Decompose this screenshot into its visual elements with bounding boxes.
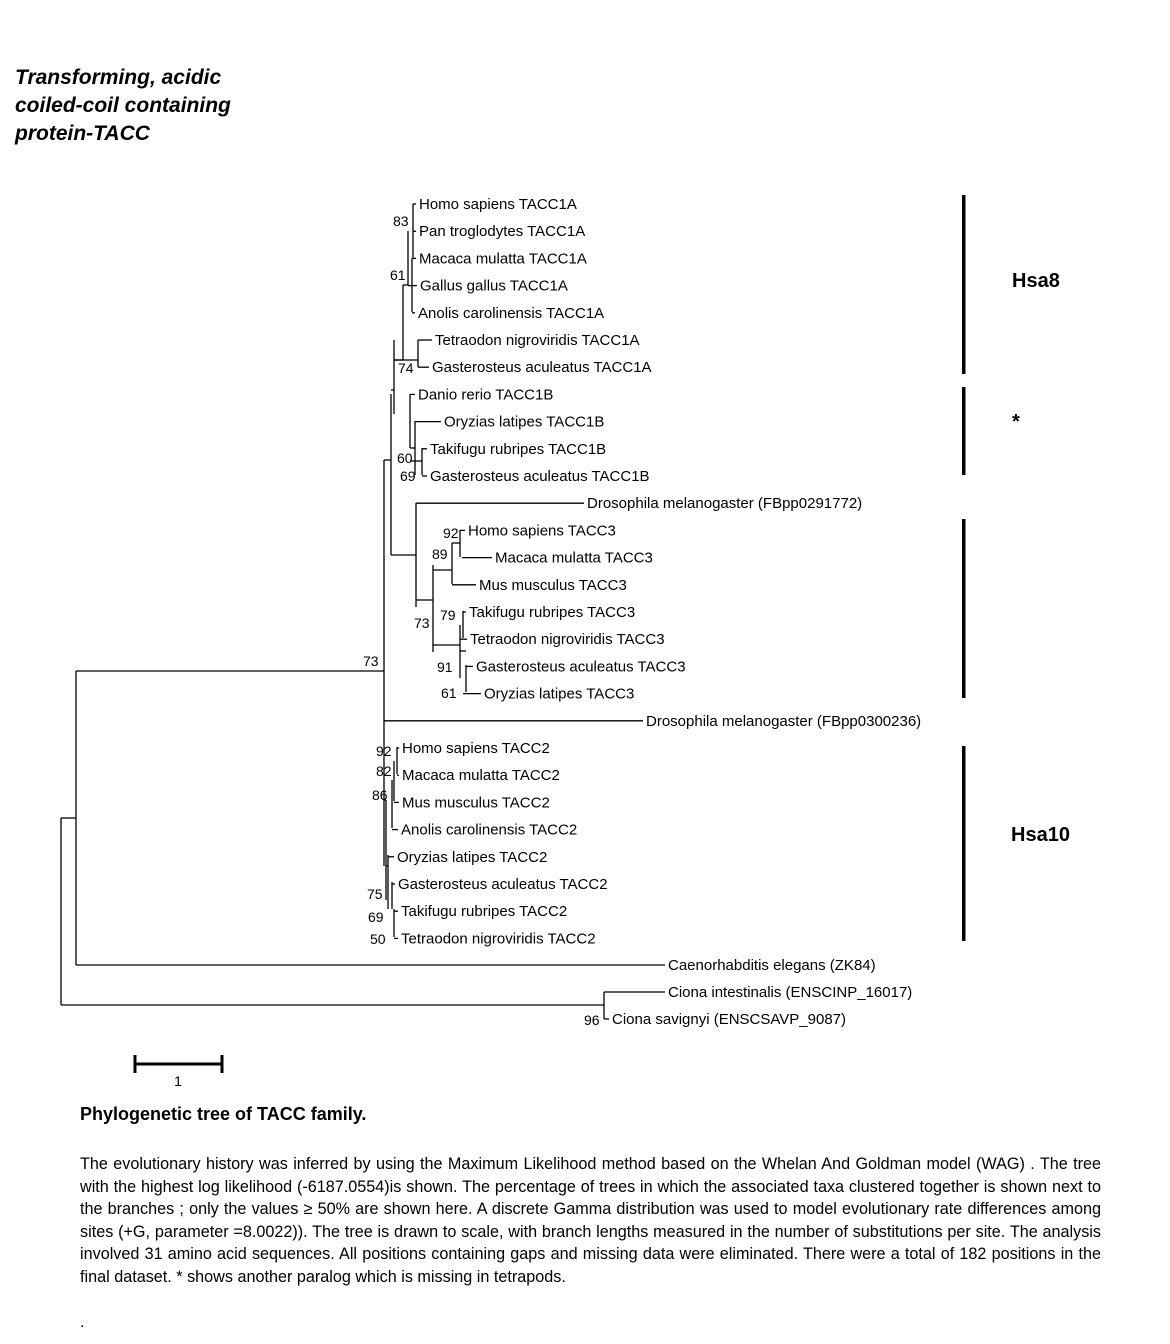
taxon-label: Macaca mulatta TACC2: [402, 767, 560, 785]
taxon-label: Gasterosteus aculeatus TACC3: [476, 658, 686, 676]
taxon-label: Tetraodon nigroviridis TACC1A: [435, 332, 640, 349]
support-value: 96: [584, 1012, 600, 1028]
support-value: 69: [368, 909, 384, 925]
group-label: *: [1012, 411, 1020, 433]
group-bar: [962, 746, 966, 941]
taxon-label: Anolis carolinensis TACC1A: [418, 304, 605, 322]
support-value: 73: [363, 653, 379, 669]
taxon-label: Tetraodon nigroviridis TACC2: [401, 930, 596, 948]
trailing-mark: .: [80, 1314, 85, 1331]
group-label: Hsa10: [1011, 824, 1070, 846]
taxon-label: Oryzias latipes TACC1B: [444, 413, 605, 431]
scale-bar: [135, 1055, 222, 1089]
taxon-label: Takifugu rubripes TACC3: [469, 604, 636, 621]
taxon-label: Anolis carolinensis TACC2: [401, 821, 578, 839]
support-value: 75: [367, 886, 383, 902]
taxon-label: Pan troglodytes TACC1A: [419, 223, 586, 241]
taxon-label: Oryzias latipes TACC2: [397, 848, 548, 866]
support-value: 61: [390, 267, 406, 283]
taxon-label: Takifugu rubripes TACC2: [401, 903, 568, 921]
support-value: 92: [376, 743, 392, 759]
taxon-label: Drosophila melanogaster (FBpp0291772): [587, 495, 863, 513]
taxon-label: Tetraodon nigroviridis TACC3: [470, 631, 665, 649]
group-bars: [962, 195, 1070, 941]
taxon-label: Gasterosteus aculeatus TACC1A: [432, 359, 652, 377]
taxon-label: Ciona savignyi (ENSCSAVP_9087): [612, 1011, 847, 1028]
taxon-label: Takifugu rubripes TACC1B: [430, 440, 607, 458]
figure-title-line: protein-TACC: [15, 122, 150, 145]
support-value: 69: [400, 468, 416, 484]
group-label: Hsa8: [1012, 270, 1060, 292]
taxon-label: Homo sapiens TACC2: [402, 740, 550, 757]
group-bar: [962, 387, 966, 475]
support-value: 92: [443, 525, 459, 541]
taxon-label: Gallus gallus TACC1A: [420, 277, 568, 295]
taxon-label: Drosophila melanogaster (FBpp0300236): [646, 712, 922, 730]
support-value: 60: [397, 450, 413, 466]
support-value: 50: [370, 931, 386, 947]
taxon-labels: [397, 196, 921, 1028]
taxon-label: Ciona intestinalis (ENSCINP_16017): [668, 984, 913, 1001]
scale-bar-label: 1: [174, 1073, 182, 1089]
support-value: 89: [432, 546, 448, 562]
taxon-label: Gasterosteus aculeatus TACC2: [398, 876, 608, 893]
taxon-label: Homo sapiens TACC3: [468, 522, 616, 540]
taxon-label: Gasterosteus aculeatus TACC1B: [430, 468, 650, 485]
group-bar: [962, 519, 966, 698]
taxon-label: Oryzias latipes TACC3: [484, 685, 635, 703]
taxon-label: Homo sapiens TACC1A: [419, 196, 577, 213]
caption-body: The evolutionary history was inferred by using the Maximum Likelihood method based on the Whelan And Goldman model (WAG) . The tree with the highest log likelihood (-6187.0554)is shown. The percentage of trees in which the associated taxa clustered together is shown next to the branches ; only the values ≥ 50% are shown here. A discrete Gamma distribution was used to model evolutionary rate differences among sites (+G, parameter =8.0022)). The tree is drawn to scale, with branch lengths measured in the number of substitutions per site. The analysis involved 31 amino acid sequences. All positions containing gaps and missing data were eliminated. There were a total of 182 positions in the final dataset. * shows another paralog which is missing in tetrapods.: [80, 1155, 1101, 1286]
taxon-label: Macaca mulatta TACC1A: [419, 250, 587, 268]
support-value: 61: [441, 685, 457, 701]
taxon-label: Mus musculus TACC2: [402, 794, 550, 812]
support-value: 82: [376, 763, 392, 779]
taxon-label: Danio rerio TACC1B: [418, 386, 554, 404]
support-value: 83: [393, 213, 409, 229]
taxon-label: Mus musculus TACC3: [479, 576, 627, 594]
figure-title-line: Transforming, acidic: [15, 66, 222, 89]
support-value: 74: [398, 360, 414, 376]
support-value: 91: [437, 659, 453, 675]
support-value: 86: [372, 787, 388, 803]
caption-title: Phylogenetic tree of TACC family.: [80, 1104, 367, 1124]
support-value: 73: [414, 615, 430, 631]
figure-title-line: coiled-coil containing: [15, 94, 231, 117]
group-bar: [962, 195, 966, 374]
support-value: 79: [440, 607, 456, 623]
taxon-label: Caenorhabditis elegans (ZK84): [668, 957, 876, 974]
taxon-label: Macaca mulatta TACC3: [495, 549, 653, 567]
